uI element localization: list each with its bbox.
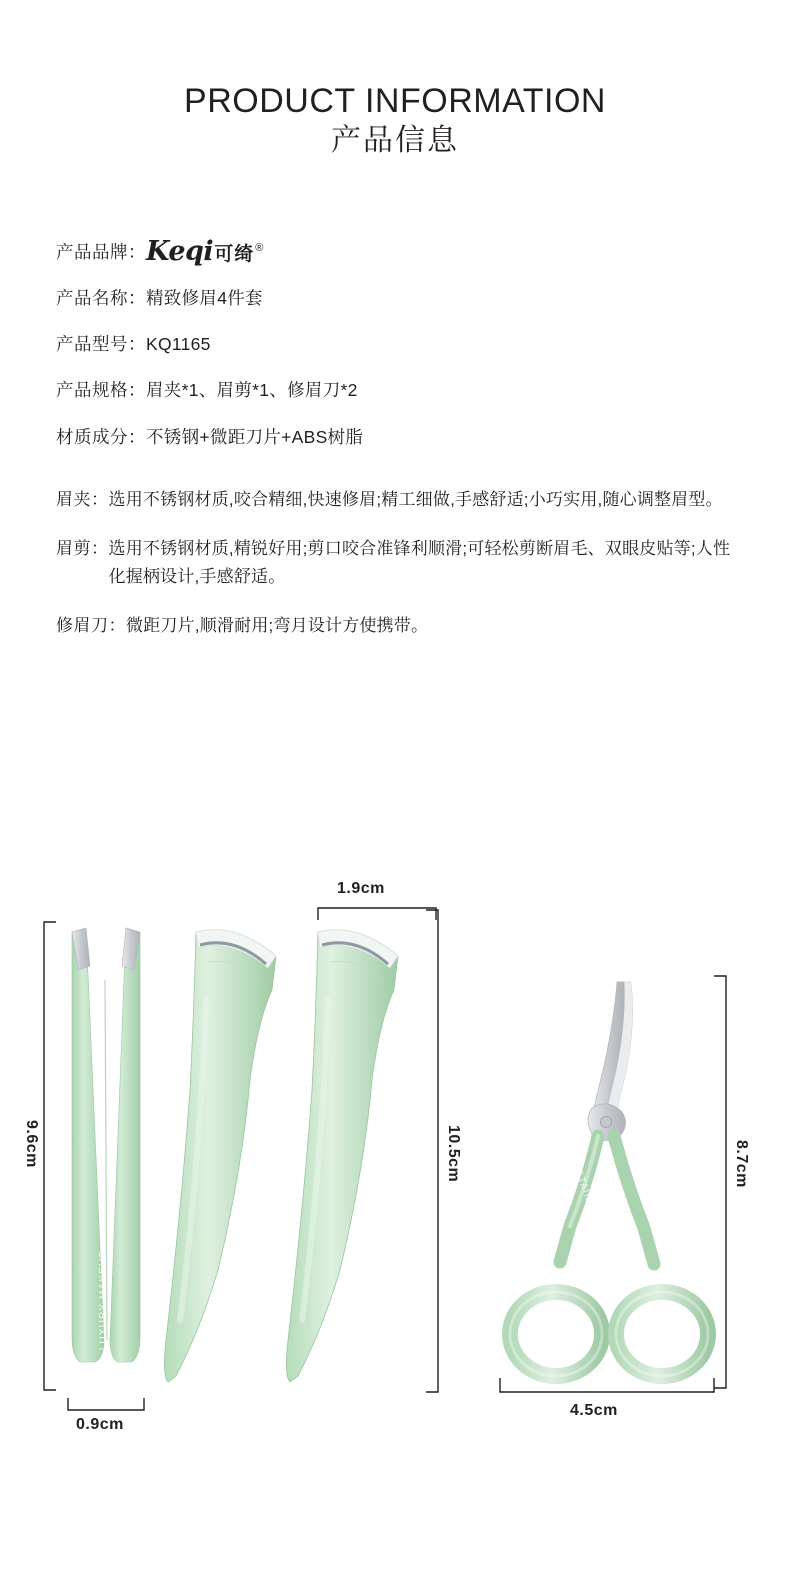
registered-trademark-icon: ® — [255, 241, 264, 254]
dimension-label-razor-height: 10.5cm — [445, 1125, 462, 1183]
scissor-illustration — [510, 982, 708, 1376]
tweezer-illustration — [72, 928, 140, 1362]
page-header — [0, 0, 790, 162]
description-label-tweezer: 眉夹： — [56, 489, 109, 509]
spec-label-contents: 产品规格： — [56, 380, 146, 401]
spec-row-contents — [56, 377, 746, 403]
spec-label-material: 材质成分： — [56, 426, 146, 447]
product-photo-with-dimensions — [0, 870, 790, 1510]
spec-label-model: 产品型号： — [56, 334, 146, 355]
dimension-label-tweezer-height: 9.6cm — [23, 1120, 40, 1168]
description-text-tweezer: 选用不锈钢材质,咬合精细,快速修眉;精工细做,手感舒适;小巧实用,随心调整眉型。 — [108, 489, 723, 509]
description-row-tweezer — [56, 486, 746, 514]
razor-illustration-1 — [164, 930, 276, 1382]
description-row-razor — [56, 612, 746, 640]
dimension-label-scissor-width: 4.5cm — [570, 1402, 618, 1419]
spec-label-brand: 产品品牌： — [56, 241, 146, 262]
product-illustration — [0, 870, 790, 1510]
spec-value-name: 精致修眉4件套 — [146, 287, 263, 308]
svg-text:STAINLESS: STAINLESS — [572, 1168, 604, 1230]
spec-value-contents: 眉夹*1、眉剪*1、修眉刀*2 — [146, 380, 358, 401]
spec-row-name — [56, 285, 746, 311]
product-spec-list — [56, 236, 746, 450]
brand-logo — [146, 235, 264, 267]
brand-cn-text: 可绮 — [214, 243, 255, 265]
spec-row-model — [56, 331, 746, 357]
dimension-label-scissor-height: 8.7cm — [733, 1140, 750, 1188]
spec-row-brand — [56, 236, 746, 265]
brand-latin-text: Keqi — [146, 235, 214, 267]
dimension-label-razor-width: 1.9cm — [337, 880, 385, 897]
spec-value-material: 不锈钢+微距刀片+ABS树脂 — [146, 426, 364, 447]
page-title-en: PRODUCT INFORMATION — [184, 82, 606, 120]
description-text-scissor: 选用不锈钢材质,精锐好用;剪口咬合准锋利顺滑;可轻松剪断眉毛、双眼皮贴等;人性化握柄设计,手感舒适。 — [108, 539, 731, 586]
page-title-cn: 产品信息 — [331, 124, 459, 158]
spec-value-model: KQ1165 — [146, 334, 211, 355]
description-label-scissor: 眉剪： — [56, 539, 109, 559]
svg-text:LUXURY MAKEUP: LUXURY MAKEUP — [98, 1249, 109, 1351]
product-description-list — [56, 486, 746, 640]
description-text-razor: 微距刀片,顺滑耐用;弯月设计方使携带。 — [126, 616, 429, 636]
razor-illustration-2 — [286, 930, 398, 1382]
spec-row-material — [56, 424, 746, 450]
spec-label-name: 产品名称： — [56, 287, 146, 308]
dimension-label-tweezer-width: 0.9cm — [76, 1416, 124, 1433]
description-row-scissor — [56, 535, 746, 590]
description-label-razor: 修眉刀： — [56, 616, 126, 636]
